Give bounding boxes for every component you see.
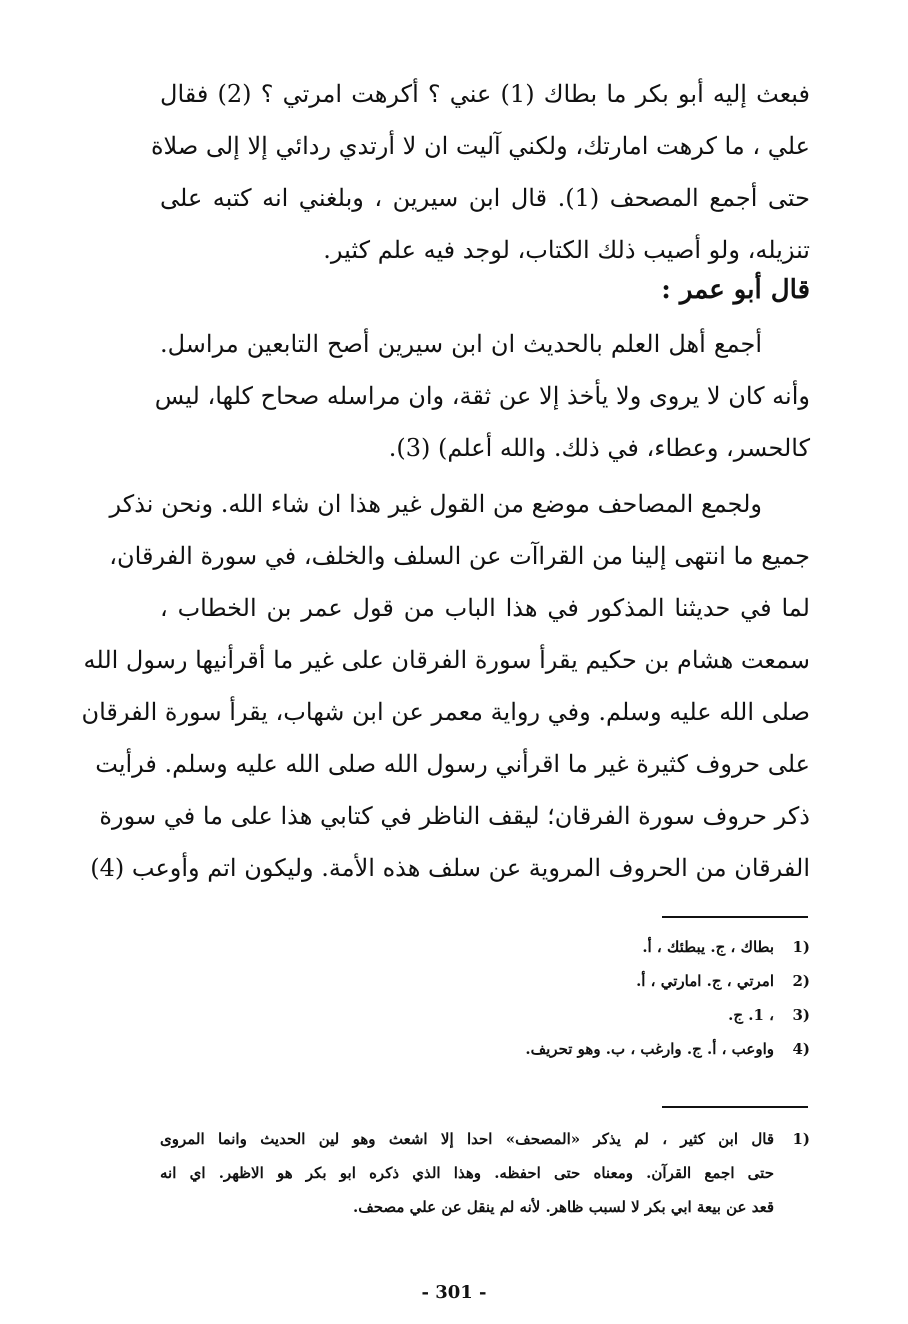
text-line: ذكر حروف سورة الفرقان؛ ليقف الناظر في كتابي هذا على ما في سورة: [99, 802, 810, 830]
footnote-text: امرتي ، ج. امارتي ، أ.: [636, 972, 774, 990]
text-line: علي ، ما كرهت امارتك، ولكني آليت ان لا أرتدي ردائي إلا إلى صلاة: [150, 132, 810, 160]
footnote-text: واوعب ، أ. ج. وارغب ، ب. وهو تحريف.: [525, 1040, 774, 1058]
text-line: وأنه كان لا يروى ولا يأخذ إلا عن ثقة، وان مراسله صحاح كلها، ليس: [154, 382, 810, 410]
footnotes-commentary: [160, 1122, 810, 1224]
paragraph-1: [150, 68, 810, 276]
footnotes-variants: [390, 930, 810, 1066]
footnote-number: (4: [792, 1040, 810, 1058]
page-number: - 301 -: [421, 1282, 487, 1303]
text-line: فبعث إليه أبو بكر ما بطاك (1) عني ؟ أكرهت امرتي ؟ (2) فقال: [160, 80, 810, 108]
text-line: جميع ما انتهى إلينا من القراآت عن السلف والخلف، في سورة الفرقان،: [109, 542, 810, 570]
paragraph-3: [81, 478, 810, 894]
text-line: أجمع أهل العلم بالحديث ان ابن سيرين أصح التابعين مراسل.: [160, 330, 762, 358]
footnote-item: [390, 998, 810, 1032]
footnote-item: [390, 930, 810, 964]
footnote-continuation: [160, 1190, 810, 1224]
text-line: صلى الله عليه وسلم. وفي رواية معمر عن ابن شهاب، يقرأ سورة الفرقان: [81, 698, 810, 726]
footnote-continuation: [160, 1156, 810, 1190]
footnote-number: (1: [792, 1130, 810, 1148]
footnote-item: [390, 964, 810, 998]
footnote-text: ، 1. ج.: [728, 1006, 774, 1024]
footnote-text: قال ابن كثير ، لم يذكر «المصحف» احدا إلا اشعث وهو لين الحديث وانما المروى: [160, 1130, 774, 1148]
footnote-item: [160, 1122, 810, 1156]
footnote-divider: [662, 916, 808, 918]
footnote-number: (3: [792, 1006, 810, 1024]
footnote-text: حتى اجمع القرآن. ومعناه حتى احفظه. وهذا الذي ذكره ابو بكر هو الاظهر. اي انه: [160, 1164, 774, 1182]
text-line: كالحسر، وعطاء، في ذلك. والله أعلم) (3).: [388, 434, 810, 462]
footnote-number: (2: [792, 972, 810, 990]
text-line: حتى أجمع المصحف (1). قال ابن سيرين ، وبلغني انه كتبه على: [160, 184, 810, 212]
paragraph-2: [154, 318, 810, 474]
footnote-text: بطاك ، ج. يبطئك ، أ.: [642, 938, 774, 956]
footnote-text: قعد عن بيعة ابي بكر لا لسبب ظاهر. لأنه لم ينقل عن علي مصحف.: [352, 1198, 774, 1216]
text-line: تنزيله، ولو أصيب ذلك الكتاب، لوجد فيه علم كثير.: [323, 236, 810, 264]
text-line: ولجمع المصاحف موضع من القول غير هذا ان شاء الله. ونحن نذكر: [109, 490, 762, 518]
footnote-item: [390, 1032, 810, 1066]
text-line: الفرقان من الحروف المروية عن سلف هذه الأمة. وليكون اتم وأوعب (4): [90, 854, 810, 882]
section-heading: قال أبو عمر :: [661, 275, 810, 305]
text-line: سمعت هشام بن حكيم يقرأ سورة الفرقان على غير ما أقرأنيها رسول الله: [83, 646, 810, 674]
footnote-divider: [662, 1106, 808, 1108]
text-line: على حروف كثيرة غير ما اقرأني رسول الله صلى الله عليه وسلم. فرأيت: [95, 750, 810, 778]
text-line: لما في حديثنا المذكور في هذا الباب من قول عمر بن الخطاب ،: [160, 594, 810, 622]
footnote-number: (1: [792, 938, 810, 956]
